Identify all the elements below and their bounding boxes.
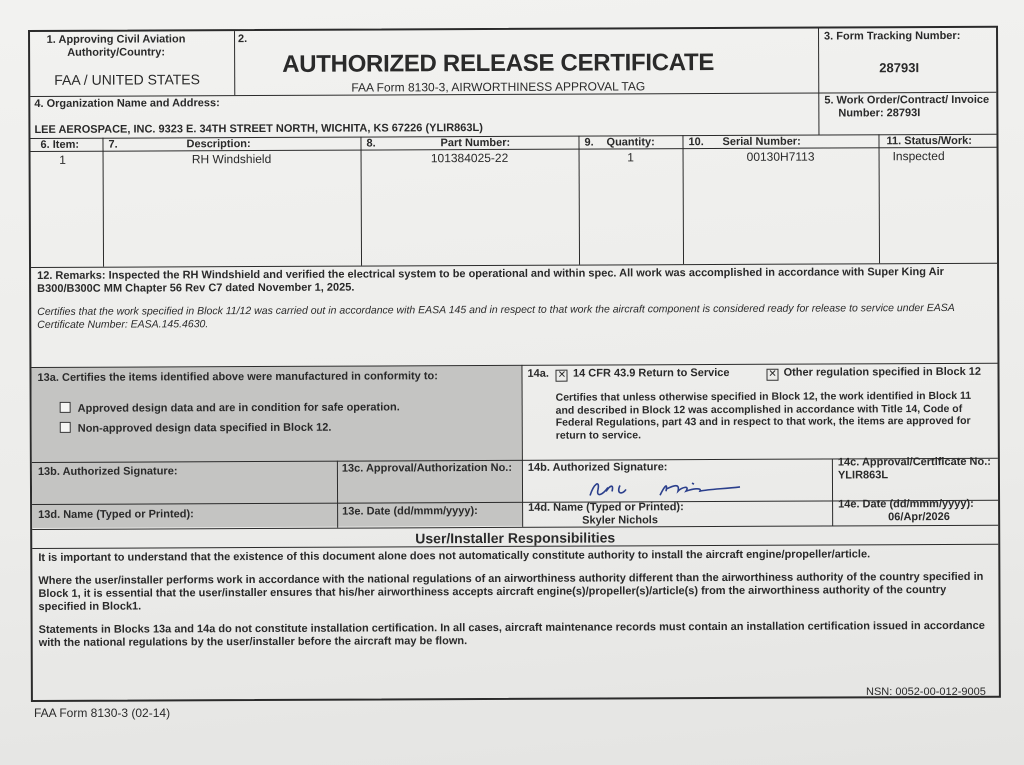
block14e <box>838 498 998 525</box>
authorized-signature <box>582 473 752 504</box>
block12-remarks <box>37 266 991 366</box>
header-quantity: Quantity: <box>606 136 655 149</box>
block1-value: FAA / UNITED STATES <box>54 71 200 88</box>
block3-label: 3. Form Tracking Number: <box>824 29 961 43</box>
block3-value: 28793I <box>879 60 920 76</box>
header-description: Description: <box>186 138 251 151</box>
block5-label: 5. Work Order/Contract/ Invoice <box>824 93 990 107</box>
block14a-text: Certifies that unless otherwise specified in Block 12, the work identified in Block 11 and described in Block 12 was accomplished in accordance with Title 14, Code of Federal Regulations, part 43 and in respect to that work, the items are approved for return to service. <box>555 389 972 442</box>
block14c <box>838 456 998 483</box>
block13a-option1[interactable] <box>60 400 400 414</box>
header-serial: Serial Number: <box>722 135 801 148</box>
block14a-option2-label: Other regulation specified in Block 12 <box>783 365 982 379</box>
remarks-label: 12. Remarks: <box>37 269 106 282</box>
block4-organization <box>34 95 814 138</box>
item-quantity: 1 <box>627 150 634 165</box>
block13a-option1-label: Approved design data and are in condition for safe operation. <box>77 401 400 415</box>
checkbox-other-regulation-checked[interactable]: ✕ <box>768 368 777 380</box>
item-part-number: 101384025-22 <box>430 150 509 166</box>
block14b-label: 14b. Authorized Signature: <box>527 461 668 474</box>
responsibilities-p2: Where the user/installer performs work in accordance with the national regulations of an airworthiness authority different than the airworthiness authority of the country specified in Block 1, it is essential that the user/installer ensures that his/her airworthiness accepts aircraft engine(s)/propeller(s)/article(s) from the airworthiness authority of the country specified in Block1. <box>38 570 984 613</box>
footer-form-number: FAA Form 8130-3 (02-14) <box>34 706 171 720</box>
release-certificate-form <box>28 26 1001 702</box>
block13a-label: 13a. Certifies the items identified above were manufactured in conformity to: <box>37 370 438 384</box>
block2-label: 2. <box>238 33 248 46</box>
responsibilities-p3: Statements in Blocks 13a and 14a do not constitute installation certification. In all cases, aircraft maintenance records must contain an installation certification issued in accordance with the national regulations by the user/installer before the aircraft may be flown. <box>38 619 985 649</box>
block13a <box>37 370 517 460</box>
item-status: Inspected <box>892 149 945 164</box>
checkbox-14cfr-checked[interactable]: ✕ <box>557 369 567 381</box>
header-item: 6. Item: <box>40 138 80 151</box>
block13d-label: 13d. Name (Typed or Printed): <box>38 508 194 521</box>
block2-title-block <box>238 31 816 94</box>
header-serial-num: 10. <box>688 136 704 149</box>
block14c-label: 14c. Approval/Certificate No.: <box>837 455 991 469</box>
header-part-num: 8. <box>366 137 376 150</box>
block14e-value: 06/Apr/2026 <box>888 510 950 524</box>
block14d-value: Skyler Nichols <box>582 514 658 527</box>
item-serial: 00130H7113 <box>746 149 815 164</box>
block1-label: 1. Approving Civil Aviation Authority/Country: <box>46 33 186 59</box>
block14d-label: 14d. Name (Typed or Printed): <box>528 501 684 514</box>
block4-label: 4. Organization Name and Address: <box>34 97 220 110</box>
block14a-label: 14a. <box>527 367 549 380</box>
block14a <box>527 366 995 458</box>
block5-number: Number: 28793I <box>838 107 921 120</box>
block13b-label: 13b. Authorized Signature: <box>37 465 178 478</box>
form-title: AUTHORIZED RELEASE CERTIFICATE <box>282 49 715 78</box>
header-status: 11. Status/Work: <box>886 134 972 148</box>
header-description-num: 7. <box>108 138 118 151</box>
block3-tracking <box>824 30 994 91</box>
block1-authority <box>34 33 230 94</box>
responsibilities-p1: It is important to understand that the existence of this document alone does not automatically constitute authority to install the aircraft engine/propeller/article. <box>38 548 871 564</box>
item-number: 1 <box>59 152 66 167</box>
footer-nsn: NSN: 0052-00-012-9005 <box>866 686 986 698</box>
block14a-option1-label: 14 CFR 43.9 Return to Service <box>572 366 730 380</box>
block13a-option2[interactable] <box>60 421 332 435</box>
header-part: Part Number: <box>440 136 511 150</box>
block13c-label: 13c. Approval/Authorization No.: <box>341 461 513 475</box>
item-description: RH Windshield <box>191 151 272 167</box>
block4-value: LEE AEROSPACE, INC. 9323 E. 34TH STREET NORTH, WICHITA, KS 67226 (YLIR863L) <box>34 122 483 136</box>
checkbox-approved-design[interactable] <box>60 402 71 413</box>
form-subtitle: FAA Form 8130-3, AIRWORTHINESS APPROVAL TAG <box>351 79 646 95</box>
header-quantity-num: 9. <box>584 136 594 149</box>
block14e-label: 14e. Date (dd/mmm/yyyy): <box>838 497 974 511</box>
remarks-certifies: Certifies that the work specified in Block 11/12 was carried out in accordance with EASA 145 and in respect to that work the aircraft component is considered ready for release to service under EASA Certificate Number: EASA.145.4630. <box>37 301 955 331</box>
block5-work-order <box>824 94 994 135</box>
responsibilities-body <box>38 548 988 650</box>
checkbox-non-approved-design[interactable] <box>60 422 71 433</box>
block13e-label: 13e. Date (dd/mmm/yyyy): <box>342 505 478 518</box>
block14d <box>528 501 828 528</box>
block13a-option2-label: Non-approved design data specified in Block 12. <box>77 421 332 435</box>
responsibilities-title: User/Installer Responsibilities <box>415 529 616 547</box>
block14c-value: YLIR863L <box>837 469 889 482</box>
remarks-text <box>37 266 991 296</box>
remarks-body: Inspected the RH Windshield and verified the electrical system to be operational and within spec. All work was accomplished in accordance with Super King Air B300/B300C MM Chapter 56 Rev C7 dated November 1, 2025. <box>37 266 944 295</box>
